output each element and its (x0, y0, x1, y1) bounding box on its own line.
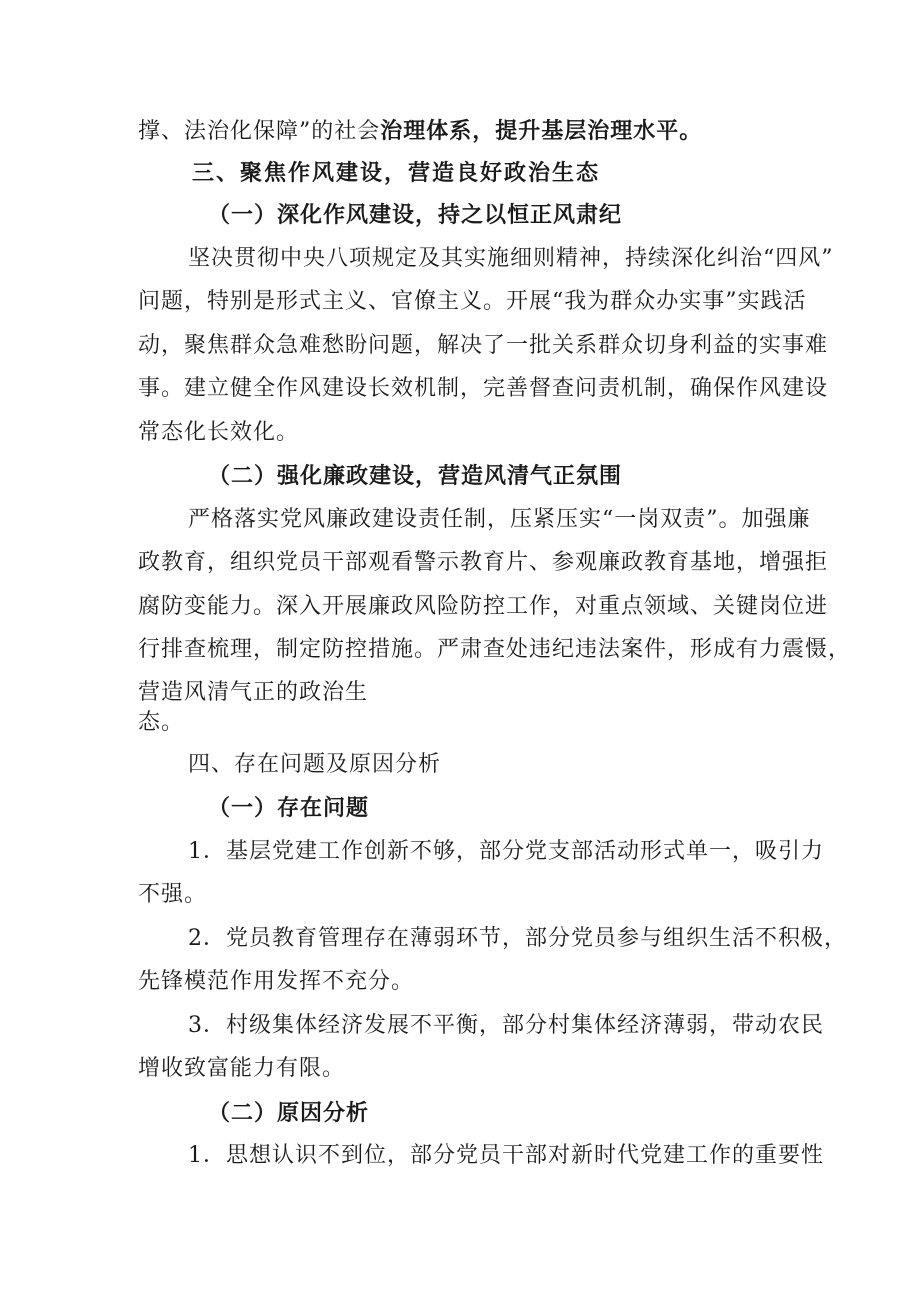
paragraph-line: 先锋模范作用发挥不充分。 (138, 969, 415, 994)
paragraph-line: 营造风清气正的政治生 (138, 680, 369, 705)
list-item: 1．思想认识不到位，部分党员干部对新时代党建工作的重要性 (188, 1143, 824, 1168)
paragraph-line: 态。 (138, 710, 185, 735)
subsection-heading: （二）原因分析 (208, 1100, 370, 1126)
subsection-heading: （一）深化作风建设，持之以恒正风肃纪 (208, 202, 623, 228)
paragraph-line (138, 116, 786, 147)
list-item: 1．基层党建工作创新不够，部分党支部活动形式单一，吸引力 (188, 839, 824, 864)
paragraph-line: 严格落实党风廉政建设责任制，压紧压实“一岗双责”。加强廉 (188, 507, 811, 532)
subsection-heading: （一）存在问题 (208, 795, 370, 821)
subsection-heading: （二）强化廉政建设，营造风清气正氛围 (208, 463, 623, 489)
paragraph-line: 政教育，组织党员干部观看警示教育片、参观廉政教育基地，增强拒 (138, 550, 829, 575)
line-text-bold: 治理体系，提升基层治理水平。 (380, 118, 703, 144)
section-heading-4: 四、存在问题及原因分析 (188, 752, 442, 777)
list-item: 3．村级集体经济发展不平衡，部分村集体经济薄弱，带动农民 (188, 1013, 824, 1038)
section-heading-3: 三、聚焦作风建设，营造良好政治生态 (192, 160, 601, 186)
paragraph-line: 坚决贯彻中央八项规定及其实施细则精神，持续深化纠治“四风” (188, 246, 834, 271)
paragraph-line: 常态化长效化。 (138, 420, 300, 445)
line-text: 撑、法治化保障”的社会 (138, 119, 381, 144)
paragraph-line: 腐防变能力。深入开展廉政风险防控工作，对重点领域、关键岗位进 (138, 594, 829, 619)
list-item: 2．党员教育管理存在薄弱环节，部分党员参与组织生活不积极， (188, 926, 847, 951)
paragraph-line: 不强。 (138, 882, 208, 907)
paragraph-line: 动，聚焦群众急难愁盼问题，解决了一批关系群众切身利益的实事难 (138, 333, 829, 358)
paragraph-line: 问题，特别是形式主义、官僚主义。开展“我为群众办实事”实践活 (138, 289, 807, 314)
paragraph-line: 增收致富能力有限。 (138, 1056, 346, 1081)
paragraph-line: 事。建立健全作风建设长效机制，完善督查问责机制，确保作风建设 (138, 376, 829, 401)
paragraph-line: 行排查梳理，制定防控措施。严肃查处违纪违法案件，形成有力震慑， (138, 637, 852, 662)
